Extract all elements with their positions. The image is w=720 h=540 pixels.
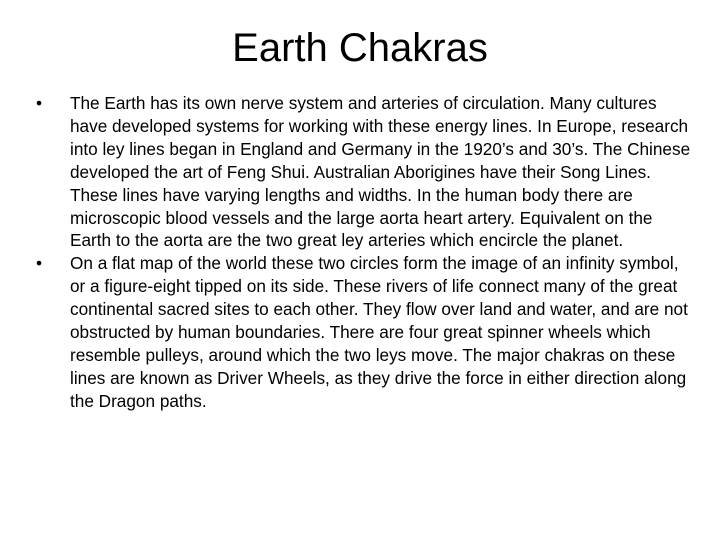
bullet-text-1: The Earth has its own nerve system and arteries of circulation. Many cultures have developed systems for working with these energy lines. In Europe, research into ley lines began in England and Germany in the 1920’s and 30’s. The Chinese developed the art of Feng Shui. Australian Aborigines have their Song Lines. These lines have varying lengths and widths. In the human body there are microscopic blood vessels and the large aorta heart artery. Equivalent on the Earth to the aorta are the two great ley arteries which encircle the planet. <box>70 93 691 251</box>
bullet-marker-icon: • <box>36 253 43 274</box>
bullet-text-2: On a flat map of the world these two circles form the image of an infinity symbol, or a figure-eight tipped on its side. These rivers of life connect many of the great continental sacred sites to each other. They flow over land and water, and are not obstructed by human boundaries. There are four great spinner wheels which resemble pulleys, around which the two leys move. The major chakras on these lines are known as Driver Wheels, as they drive the force in either direction along the Dragon paths. <box>70 253 688 411</box>
bullet-item-2 <box>36 252 692 412</box>
bullet-item-1 <box>36 92 692 252</box>
bullet-list <box>36 92 692 413</box>
bullet-marker-icon: • <box>36 93 43 113</box>
slide-title: Earth Chakras <box>232 26 488 70</box>
